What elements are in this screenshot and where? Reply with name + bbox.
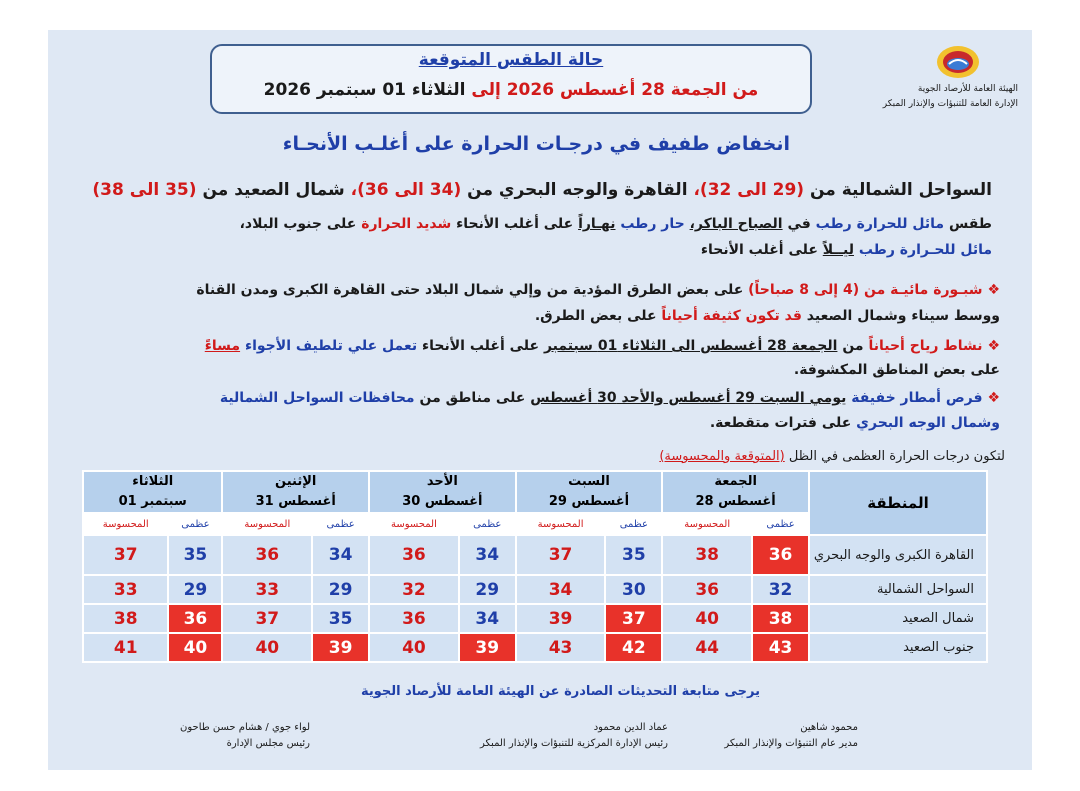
day-date: 30 أغسطس — [402, 494, 483, 509]
max-cell: 29 — [459, 575, 516, 604]
date-range-end: الثلاثاء 01 سبتمبر 2026 — [263, 80, 466, 100]
max-cell-highlight: 43 — [752, 633, 809, 662]
felt-cell: 34 — [516, 575, 606, 604]
bullet-wind — [205, 338, 1000, 354]
region-cell: شمال الصعيد — [809, 604, 987, 633]
max-cell-highlight: 38 — [752, 604, 809, 633]
region-header: المنطقة — [809, 471, 987, 535]
max-cell-highlight: 36 — [752, 535, 809, 575]
signature-1 — [724, 720, 858, 752]
max-cell: 35 — [312, 604, 369, 633]
table-row — [83, 633, 987, 662]
max-cell-highlight: 42 — [605, 633, 662, 662]
wind-text: من — [842, 338, 864, 354]
max-cell: 32 — [752, 575, 809, 604]
coast-range: (29 الى 32)، — [693, 180, 805, 200]
meteorological-authority-logo — [935, 44, 981, 80]
max-header: عظمى — [752, 513, 809, 535]
desc-night-warm: مائل للحـرارة رطب — [858, 242, 992, 258]
wind-text: على بعض المناطق المكشوفة. — [793, 362, 1000, 378]
fog-text: على بعض الطرق. — [534, 308, 657, 324]
felt-cell: 40 — [222, 633, 312, 662]
desc-night: ليــلاً — [822, 242, 854, 258]
felt-cell: 38 — [83, 604, 168, 633]
signature-name: عماد الدين محمود — [593, 722, 668, 733]
desc-early-morning: الصباح الباكر، — [689, 216, 783, 232]
max-header: عظمى — [605, 513, 662, 535]
felt-header: المحسوسة — [83, 513, 168, 535]
rain-region: وشمال الوجه البحري — [856, 415, 1000, 431]
felt-cell: 33 — [83, 575, 168, 604]
felt-cell: 40 — [369, 633, 459, 662]
date-range-from: من الجمعة 28 أغسطس 2026 — [506, 80, 759, 100]
day-name: الجمعة — [714, 474, 757, 489]
wind-effect: تعمل علي تلطيف الأجواء — [244, 338, 418, 354]
desc-daytime: نهـاراً — [578, 216, 616, 232]
felt-cell: 36 — [369, 604, 459, 633]
day-date: 29 أغسطس — [548, 494, 630, 509]
felt-cell: 36 — [662, 575, 752, 604]
signature-name: محمود شاهين — [800, 722, 858, 733]
felt-header: المحسوسة — [662, 513, 752, 535]
max-cell: 34 — [312, 535, 369, 575]
max-header: عظمى — [459, 513, 516, 535]
max-cell-highlight: 36 — [168, 604, 222, 633]
wind-evening: مساءً — [204, 338, 241, 354]
bullet-rain-cont — [710, 415, 1000, 431]
max-cell: 35 — [605, 535, 662, 575]
signature-name: لواء جوي / هشام حسن طاحون — [180, 722, 310, 733]
day-date: 31 أغسطس — [255, 494, 336, 509]
desc-text: في — [787, 216, 811, 232]
bullet-fog-cont — [535, 308, 1000, 324]
felt-cell: 43 — [516, 633, 606, 662]
caption-note: (المتوقعة والمحسوسة) — [659, 449, 785, 464]
felt-cell: 40 — [662, 604, 752, 633]
upper-egypt-range: (35 الى 38) — [92, 180, 197, 200]
day-date: 01 سبتمبر — [118, 494, 187, 509]
diamond-bullet-icon: ❖ — [987, 282, 1000, 298]
table-caption — [659, 449, 1005, 464]
day-header-sat — [516, 471, 663, 513]
rain-dates: يومي السبت 29 أغسطس والأحد 30 أغسطس — [530, 390, 847, 406]
wind-text: على أغلب الأنحاء — [421, 338, 540, 354]
max-cell: 34 — [459, 604, 516, 633]
follow-up-note: يرجى متابعة التحديثات الصادرة عن الهيئة العامة للأرصاد الجوية — [360, 684, 760, 699]
day-name: الأحد — [426, 474, 458, 489]
date-range — [212, 80, 810, 100]
org-department: الإدارة العامة للتنبؤات والإنذار المبكر — [882, 99, 1018, 109]
max-cell: 29 — [312, 575, 369, 604]
day-name: السبت — [568, 474, 610, 489]
max-cell: 34 — [459, 535, 516, 575]
region-cell: جنوب الصعيد — [809, 633, 987, 662]
felt-cell: 36 — [369, 535, 459, 575]
signature-3 — [180, 720, 310, 752]
table-row — [83, 535, 987, 575]
max-header: عظمى — [312, 513, 369, 535]
felt-cell: 41 — [83, 633, 168, 662]
felt-header: المحسوسة — [369, 513, 459, 535]
rain-text: على فترات متقطعة. — [709, 415, 852, 431]
weather-description — [240, 216, 992, 232]
felt-cell: 37 — [516, 535, 606, 575]
fog-label: شبـورة مائيـة من (4 إلى 8 صباحاً) — [748, 282, 983, 298]
temperature-table — [82, 470, 988, 663]
rain-label: فرص أمطار خفيفة — [851, 390, 983, 406]
signature-title: رئيس مجلس الإدارة — [226, 738, 310, 749]
bullet-fog — [196, 282, 1000, 298]
date-range-to: إلى — [471, 80, 501, 100]
signature-title: مدير عام التنبؤات والإنذار المبكر — [724, 738, 858, 749]
diamond-bullet-icon: ❖ — [987, 390, 1000, 406]
headline: انخفاض طفيف في درجـات الحرارة على أغلـب الأنحـاء — [282, 133, 790, 155]
desc-hot: حار رطب — [620, 216, 685, 232]
max-cell-highlight: 40 — [168, 633, 222, 662]
fog-text: على بعض الطرق المؤدية من وإلي شمال البلاد حتى القاهرة الكبرى ومدن القناة — [196, 282, 744, 298]
day-header-fri — [662, 471, 809, 513]
max-cell: 29 — [168, 575, 222, 604]
temperature-summary — [92, 180, 992, 200]
felt-header: المحسوسة — [516, 513, 606, 535]
weather-description-night — [701, 242, 992, 258]
rain-region: محافظات السواحل الشمالية — [219, 390, 415, 406]
felt-cell: 32 — [369, 575, 459, 604]
coast-label: السواحل الشمالية من — [809, 180, 992, 200]
wind-label: نشاط رياح أحياناً — [868, 338, 983, 354]
desc-text: على أغلب الأنحاء — [456, 216, 574, 232]
max-header: عظمى — [168, 513, 222, 535]
fog-text: ووسط سيناء وشمال الصعيد — [806, 308, 1000, 324]
max-cell-highlight: 37 — [605, 604, 662, 633]
diamond-bullet-icon: ❖ — [987, 338, 1000, 354]
caption-text: لتكون درجات الحرارة العظمى في الظل — [788, 449, 1005, 464]
desc-text: طقس — [948, 216, 992, 232]
desc-hot-humid: مائل للحرارة رطب — [815, 216, 945, 232]
max-cell: 30 — [605, 575, 662, 604]
day-header-tue — [83, 471, 222, 513]
day-header-sun — [369, 471, 516, 513]
bullet-rain — [220, 390, 1000, 406]
region-cell: القاهرة الكبرى والوجه البحري — [809, 535, 987, 575]
felt-cell: 36 — [222, 535, 312, 575]
day-name: الثلاثاء — [132, 474, 174, 489]
cairo-label: القاهرة والوجه البحري من — [467, 180, 688, 200]
bullet-wind-cont — [794, 362, 1000, 378]
desc-text: على جنوب البلاد، — [239, 216, 357, 232]
max-cell-highlight: 39 — [312, 633, 369, 662]
felt-cell: 38 — [662, 535, 752, 575]
felt-cell: 33 — [222, 575, 312, 604]
table-row — [83, 575, 987, 604]
org-name: الهيئة العامة للأرصاد الجوية — [917, 84, 1018, 94]
desc-very-hot: شديد الحرارة — [361, 216, 452, 232]
wind-dates: الجمعة 28 أغسطس الى الثلاثاء 01 سبتمبر — [543, 338, 838, 354]
fog-dense: قد تكون كثيفة أحياناً — [661, 308, 802, 324]
day-date: 28 أغسطس — [695, 494, 776, 509]
desc-text: على أغلب الأنحاء — [700, 242, 818, 258]
upper-egypt-label: شمال الصعيد من — [202, 180, 345, 200]
felt-cell: 39 — [516, 604, 606, 633]
felt-cell: 37 — [83, 535, 168, 575]
title-box — [210, 44, 812, 114]
felt-cell: 44 — [662, 633, 752, 662]
max-cell-highlight: 39 — [459, 633, 516, 662]
max-cell: 35 — [168, 535, 222, 575]
cairo-range: (34 الى 36)، — [350, 180, 462, 200]
rain-text: على مناطق من — [419, 390, 526, 406]
signature-2 — [480, 720, 668, 752]
bulletin-title: حالة الطقس المتوقعة — [418, 50, 604, 70]
table-row — [83, 604, 987, 633]
felt-header: المحسوسة — [222, 513, 312, 535]
region-cell: السواحل الشمالية — [809, 575, 987, 604]
signature-title: رئيس الإدارة المركزية للتنبؤات والإنذار المبكر — [480, 738, 668, 749]
felt-cell: 37 — [222, 604, 312, 633]
day-header-mon — [222, 471, 369, 513]
day-name: الإثنين — [275, 474, 317, 489]
